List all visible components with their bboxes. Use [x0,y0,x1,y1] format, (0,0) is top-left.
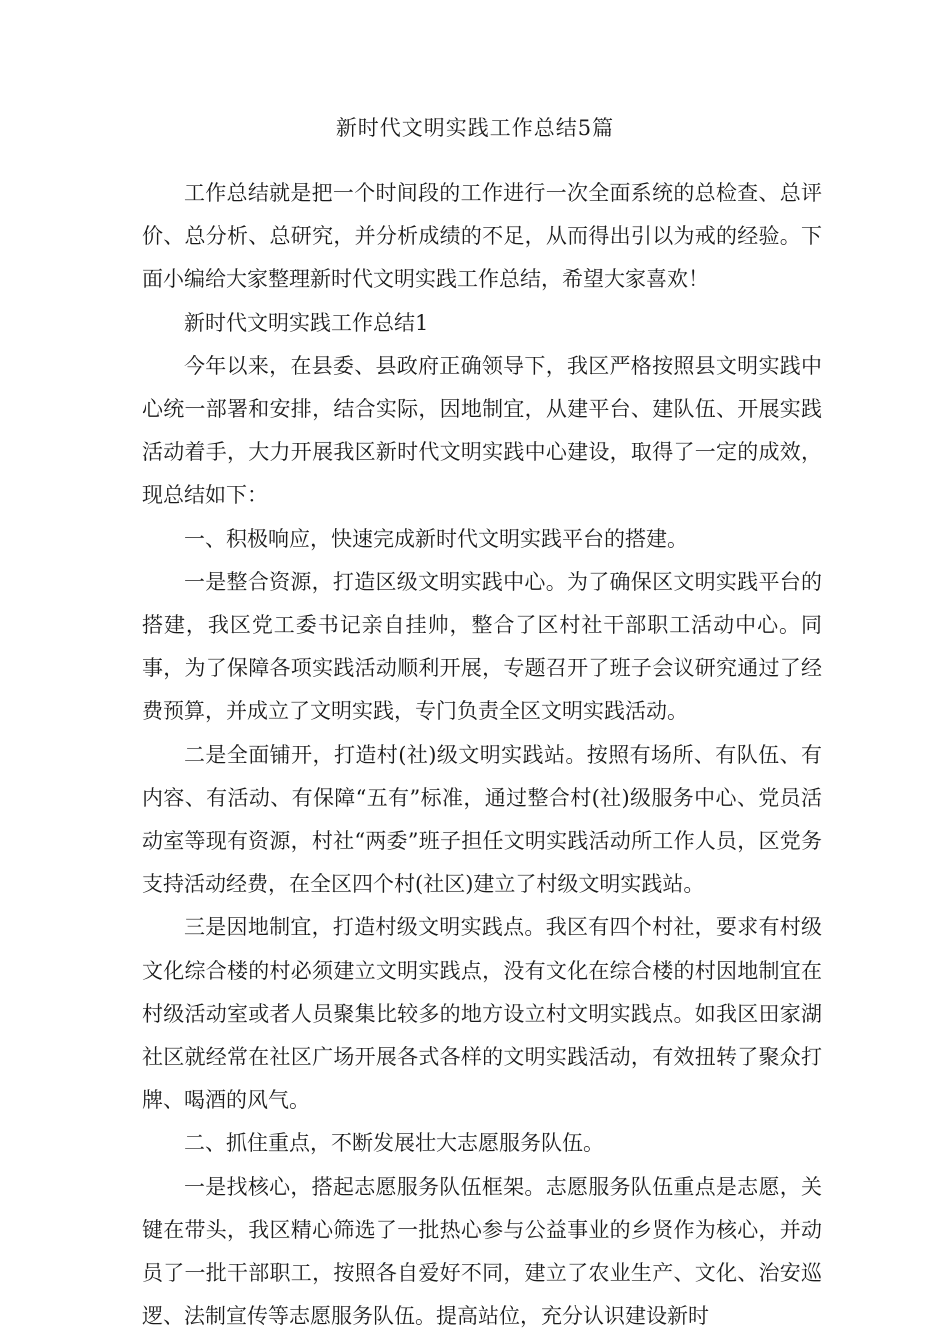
section-heading: 新时代文明实践工作总结1 [184,310,429,335]
subsection-heading: 二、抓住重点，不断发展壮大志愿服务队伍。 [184,1131,604,1156]
subsection-heading: 一、积极响应，快速完成新时代文明实践平台的搭建。 [184,526,688,551]
body-paragraph: 今年以来，在县委、县政府正确领导下，我区严格按照县文明实践中心统一部署和安排，结合实际，因地制宜，从建平台、建队伍、开展实践活动着手，大力开展我区新时代文明实践中心建设，取得了一定的成效，现总结如下： [142,353,822,508]
intro-paragraph: 工作总结就是把一个时间段的工作进行一次全面系统的总检查、总评价、总分析、总研究，并分析成绩的不足，从而得出引以为戒的经验。下面小编给大家整理新时代文明实践工作总结，希望大家喜欢！ [142,181,822,292]
body-paragraph: 一是整合资源，打造区级文明实践中心。为了确保区文明实践平台的搭建，我区党工委书记亲自挂帅，整合了区村社干部职工活动中心。同事，为了保障各项实践活动顺利开展，专题召开了班子会议研究通过了经费预算，并成立了文明实践，专门负责全区文明实践活动。 [142,569,822,724]
document-body [142,172,822,1338]
body-paragraph: 三是因地制宜，打造村级文明实践点。我区有四个村社，要求有村级文化综合楼的村必须建立文明实践点，没有文化在综合楼的村因地制宜在村级活动室或者人员聚集比较多的地方设立村文明实践点。如我区田家湖社区就经常在社区广场开展各式各样的文明实践活动，有效扭转了聚众打牌、喝酒的风气。 [142,915,822,1113]
body-paragraph: 二是全面铺开，打造村(社)级文明实践站。按照有场所、有队伍、有内容、有活动、有保障“五有”标准，通过整合村(社)级服务中心、党员活动室等现有资源，村社“两委”班子担任文明实践活动所工作人员，区党务支持活动经费，在全区四个村(社区)建立了村级文明实践站。 [142,742,822,897]
body-paragraph: 一是找核心，搭起志愿服务队伍框架。志愿服务队伍重点是志愿，关键在带头，我区精心筛选了一批热心参与公益事业的乡贤作为核心，并动员了一批干部职工，按照各自爱好不同，建立了农业生产、文化、治安巡逻、法制宣传等志愿服务队伍。提高站位，充分认识建设新时 [142,1174,822,1329]
document-title: 新时代文明实践工作总结5篇 [335,116,615,140]
